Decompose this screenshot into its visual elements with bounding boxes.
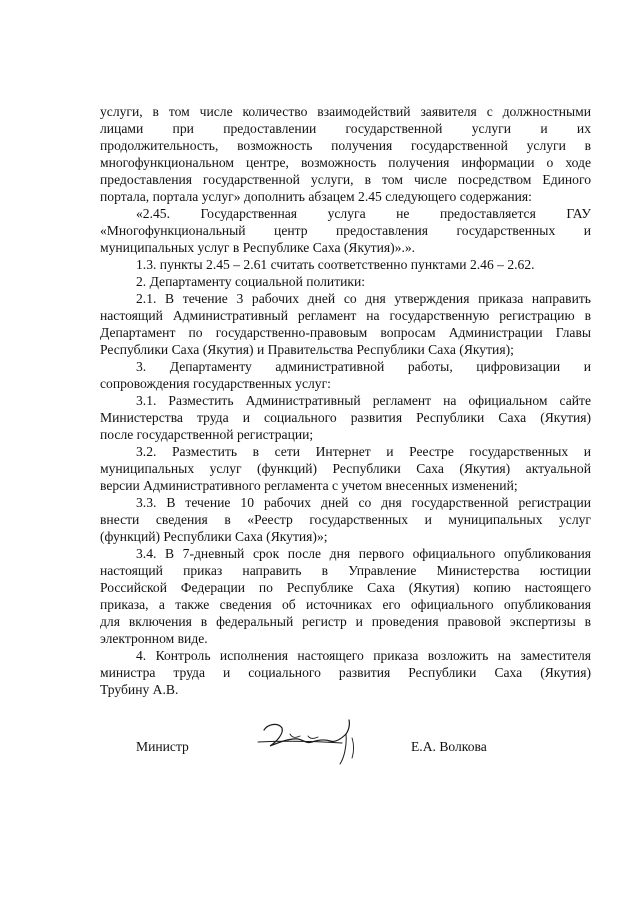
- text-line: (функций) Республики Саха (Якутия)»;: [100, 529, 328, 544]
- text-line: 3.1. Разместить Административный регламент на официальном сайте: [136, 393, 591, 408]
- text-line: 3.2. Разместить в сети Интернет и Реестре государственных и: [136, 444, 591, 459]
- text-line: предоставления государственной услуги, в том числе посредством Единого: [100, 172, 591, 187]
- text-line: Департамент по государственно-правовым вопросам Администрации Главы: [100, 325, 591, 340]
- text-line: внести сведения в «Реестр государственных и муниципальных услуг: [100, 512, 591, 527]
- signatory-name: Е.А. Волкова: [411, 739, 487, 754]
- text-line: муниципальных услуг в Республике Саха (Якутия)».».: [100, 240, 416, 255]
- text-line: настоящий Административный регламент на государственную регистрацию в: [100, 308, 591, 323]
- text-line: приказа, а также сведения об источниках его официального опубликования: [100, 597, 591, 612]
- text-line: многофункциональном центре, возможность получения информации о ходе: [100, 155, 591, 170]
- text-line: электронном виде.: [100, 631, 208, 646]
- text-line: сопровождения государственных услуг:: [100, 376, 331, 391]
- text-line: версии Административного регламента с учетом внесенных изменений;: [100, 478, 518, 493]
- text-line: 3.3. В течение 10 рабочих дней со дня государственной регистрации: [136, 495, 591, 510]
- text-line: услуги, в том числе количество взаимодействий заявителя с должностными: [100, 104, 591, 119]
- signatory-title: Министр: [136, 739, 189, 754]
- text-line: Трубину А.В.: [100, 682, 179, 697]
- text-line: муниципальных услуг (функций) Республики Саха (Якутия) актуальной: [100, 461, 591, 476]
- text-line: лицами при предоставлении государственной услуги и их: [100, 121, 591, 136]
- text-line: 3. Департаменту административной работы, цифровизации и: [136, 359, 591, 374]
- signature-image: [250, 708, 370, 768]
- text-line: после государственной регистрации;: [100, 427, 314, 442]
- text-line: настоящий приказ направить в Управление Министерства юстиции: [100, 563, 591, 578]
- text-line: Министерства труда и социального развития Республики Саха (Якутия): [100, 410, 591, 425]
- text-line: 4. Контроль исполнения настоящего приказа возложить на заместителя: [136, 648, 591, 663]
- text-line: Российской Федерации по Республике Саха (Якутия) копию настоящего: [100, 580, 591, 595]
- text-line: 3.4. В 7-дневный срок после дня первого официального опубликования: [136, 546, 591, 561]
- text-line: 2. Департаменту социальной политики:: [136, 274, 366, 289]
- text-line: министра труда и социального развития Республики Саха (Якутия): [100, 665, 591, 680]
- text-line: «2.45. Государственная услуга не предоставляется ГАУ: [136, 206, 591, 221]
- text-line: для включения в федеральный регистр и проведения правовой экспертизы в: [100, 614, 591, 629]
- text-line: «Многофункциональный центр предоставления государственных и: [100, 223, 591, 238]
- text-line: Республики Саха (Якутия) и Правительства Республики Саха (Якутия);: [100, 342, 514, 357]
- text-line: 1.3. пункты 2.45 – 2.61 считать соответственно пунктами 2.46 – 2.62.: [136, 257, 535, 272]
- text-line: портала, портала услуг» дополнить абзацем 2.45 следующего содержания:: [100, 189, 532, 204]
- text-line: продолжительность, возможность получения государственной услуги в: [100, 138, 591, 153]
- text-line: 2.1. В течение 3 рабочих дней со дня утверждения приказа направить: [136, 291, 591, 306]
